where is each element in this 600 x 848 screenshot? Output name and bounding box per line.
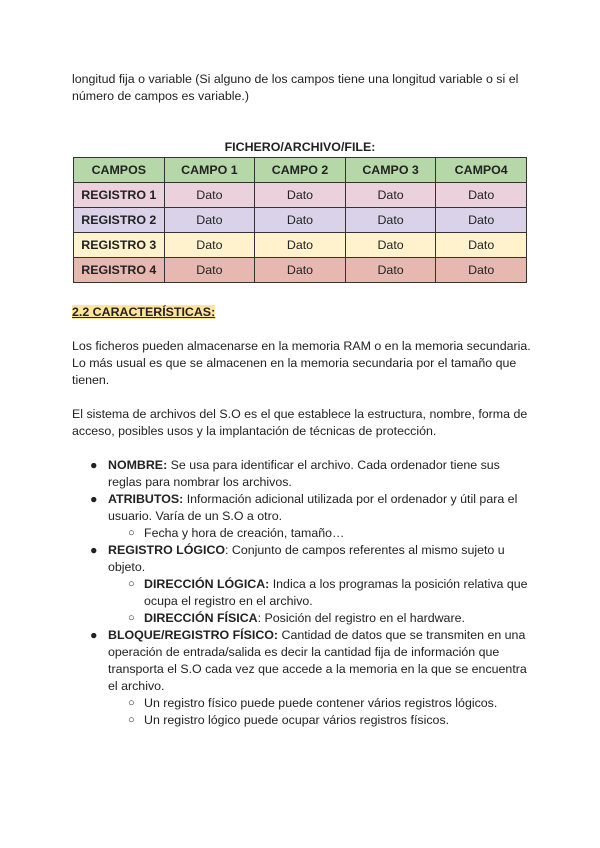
storage-paragraph: Los ficheros pueden almacenarse en la memoria RAM o en la memoria secundaria. Lo más usual es que se almacenen en la memoria secundaria por el tamaño que tienen. [72,339,531,387]
row-label: REGISTRO 1 [74,183,165,208]
table-cell: Dato [164,208,255,233]
desc-atributos: Información adicional utilizada por el ordenador y útil para el usuario. Varía de un S.O a otro. [108,492,518,523]
bullet-icon: ● [90,543,98,557]
row-label: REGISTRO 4 [74,258,165,283]
term-direccion-logica: DIRECCIÓN LÓGICA: [144,577,270,591]
section-heading-text: 2.2 CARACTERÍSTICAS: [72,305,216,319]
term-atributos: ATRIBUTOS: [108,492,184,506]
term-direccion-fisica: DIRECCIÓN FÍSICA [144,611,258,625]
bullet-icon: ● [90,492,98,506]
intro-paragraph: longitud fija o variable (Si alguno de los campos tiene una longitud variable o si el número de campos es variable.) [72,72,519,103]
table-cell: Dato [345,208,436,233]
sub-item-atributos [72,525,532,542]
desc-direccion-logica: Indica a los programas la posición relativa que ocupa el registro en el archivo. [144,577,528,608]
row-label: REGISTRO 3 [74,233,165,258]
desc-registro-logico: : Conjunto de campos referentes al mismo sujeto u objeto. [108,543,505,574]
table-cell: Dato [164,233,255,258]
term-nombre: NOMBRE: [108,458,168,472]
header-campo-3: CAMPO 3 [345,158,436,183]
row-label: REGISTRO 2 [74,208,165,233]
sub-item-bloque-1 [72,695,532,712]
sub-text-bloque-2: Un registro lógico puede ocupar vários registros físicos. [144,713,450,727]
sub-item-bloque-2 [72,712,532,729]
table-cell: Dato [255,208,346,233]
filesystem-paragraph: El sistema de archivos del S.O es el que establece la estructura, nombre, forma de acceso, posibles usos y la implantación de técnicas de protección. [72,407,528,438]
table-cell: Dato [345,183,436,208]
list-item-registro-logico [72,542,532,576]
list-item-atributos [72,491,532,525]
sub-text-bloque-1: Un registro físico puede puede contener vários registros lógicos. [144,696,498,710]
section-heading [72,304,215,321]
list-item-bloque [72,627,532,695]
table-row [74,183,527,208]
bullet-icon: ● [90,628,98,642]
table-cell: Dato [345,258,436,283]
table-cell: Dato [436,183,527,208]
desc-nombre: Se usa para identificar el archivo. Cada ordenador tiene sus reglas para nombrar los archivos. [108,458,500,489]
term-registro-logico: REGISTRO LÓGICO [108,543,226,557]
file-structure-table [73,157,527,283]
hollow-bullet-icon: ○ [128,612,135,624]
header-campos: CAMPOS [74,158,165,183]
sub-item-direccion-fisica [72,610,532,627]
desc-bloque: Cantidad de datos que se transmiten en una operación de entrada/salida es decir la cantidad fija de información que transporta el S.O cada vez que accede a la memoria en la que se encuentra el archivo. [108,628,527,693]
term-bloque: BLOQUE/REGISTRO FÍSICO: [108,628,279,642]
table-cell: Dato [255,183,346,208]
table-row [74,258,527,283]
bullet-icon: ● [90,458,98,472]
table-cell: Dato [345,233,436,258]
hollow-bullet-icon: ○ [128,578,135,590]
sub-text-atributos: Fecha y hora de creación, tamaño… [144,526,345,540]
table-cell: Dato [436,258,527,283]
table-cell: Dato [164,183,255,208]
desc-direccion-fisica: : Posición del registro en el hardware. [257,611,465,625]
sub-item-direccion-logica [72,576,532,610]
header-campo-4: CAMPO4 [436,158,527,183]
table-cell: Dato [436,233,527,258]
table-header-row [74,158,527,183]
characteristics-list [72,457,532,729]
hollow-bullet-icon: ○ [128,714,135,726]
table-row [74,233,527,258]
hollow-bullet-icon: ○ [128,527,135,539]
table-cell: Dato [164,258,255,283]
table-title: FICHERO/ARCHIVO/FILE: [224,140,376,154]
list-item-nombre [72,457,532,491]
table-cell: Dato [436,208,527,233]
table-cell: Dato [255,233,346,258]
table-cell: Dato [255,258,346,283]
header-campo-1: CAMPO 1 [164,158,255,183]
hollow-bullet-icon: ○ [128,697,135,709]
table-row [74,208,527,233]
header-campo-2: CAMPO 2 [255,158,346,183]
